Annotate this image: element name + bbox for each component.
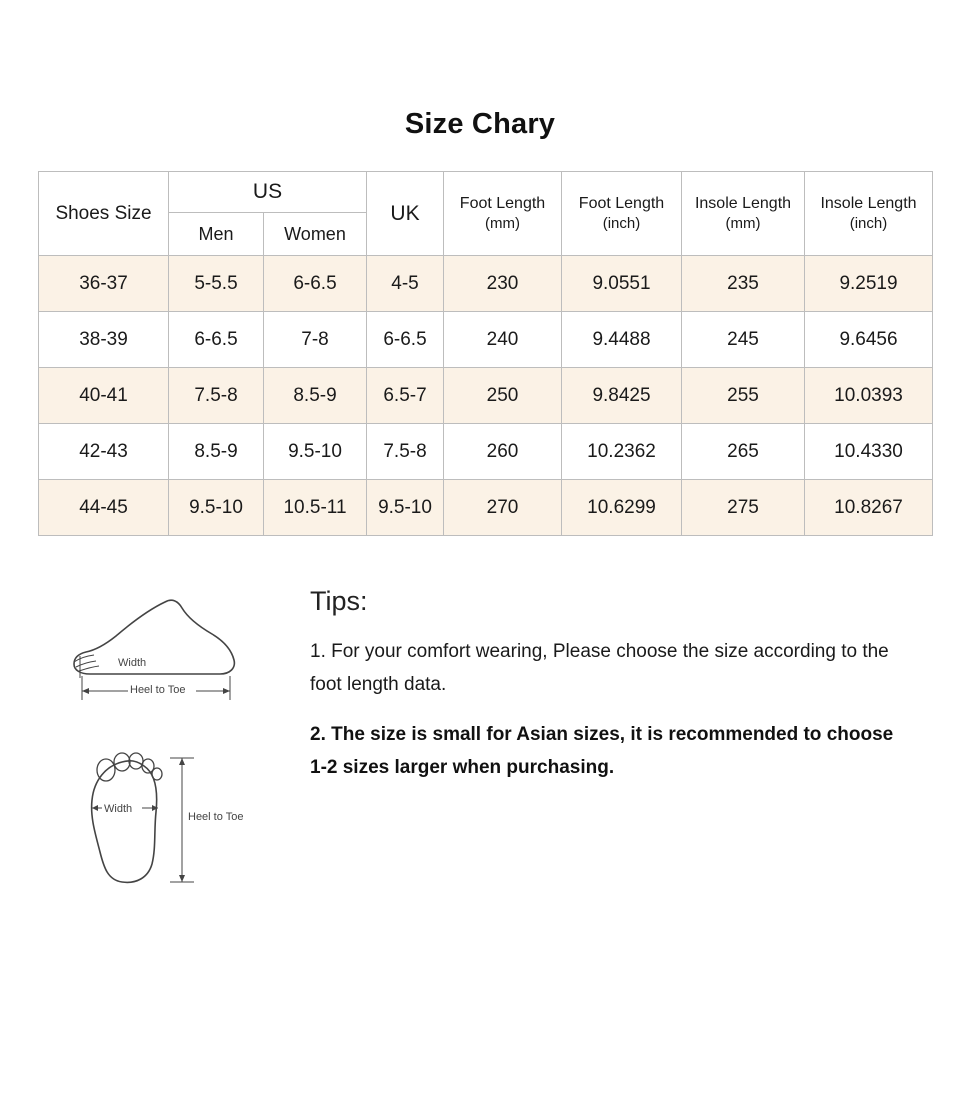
top-view-width-label: Width	[104, 803, 133, 815]
header-foot-length-inch	[562, 172, 682, 256]
bottom-section	[0, 586, 960, 896]
cell-foot-length-inch: 10.6299	[562, 480, 682, 536]
cell-insole-length-mm: 255	[682, 368, 805, 424]
tips-section	[300, 586, 960, 784]
foot-side-view-figure	[70, 596, 300, 716]
cell-foot-length-mm: 230	[444, 256, 562, 312]
header-us-men: Men	[169, 213, 264, 256]
cell-foot-length-mm: 250	[444, 368, 562, 424]
cell-us-men: 9.5-10	[169, 480, 264, 536]
cell-insole-length-mm: 245	[682, 312, 805, 368]
cell-insole-length-mm: 235	[682, 256, 805, 312]
cell-uk: 7.5-8	[367, 424, 444, 480]
table-row	[39, 256, 933, 312]
cell-us-women: 9.5-10	[264, 424, 367, 480]
tip-item-1: 1. For your comfort wearing, Please choose the size according to the foot length data.	[310, 641, 889, 696]
cell-insole-length-mm: 265	[682, 424, 805, 480]
cell-shoes-size: 44-45	[39, 480, 169, 536]
cell-insole-length-inch: 9.6456	[805, 312, 933, 368]
header-insole-length-inch-line2: (inch)	[849, 215, 888, 233]
header-shoes-size: Shoes Size	[39, 172, 169, 256]
cell-shoes-size: 42-43	[39, 424, 169, 480]
table-header-row-1	[39, 172, 933, 213]
header-us: US	[169, 172, 367, 213]
table-row	[39, 368, 933, 424]
cell-foot-length-mm: 240	[444, 312, 562, 368]
top-view-heel-to-toe-label: Heel to Toe	[188, 811, 244, 823]
cell-foot-length-inch: 9.8425	[562, 368, 682, 424]
cell-shoes-size: 36-37	[39, 256, 169, 312]
cell-insole-length-inch: 10.4330	[805, 424, 933, 480]
cell-foot-length-mm: 260	[444, 424, 562, 480]
header-foot-length-inch-line2: (inch)	[602, 215, 641, 233]
size-table-container	[38, 171, 922, 536]
header-foot-length-mm-line2: (mm)	[485, 215, 520, 233]
foot-side-view-icon	[70, 596, 280, 711]
cell-us-women: 6-6.5	[264, 256, 367, 312]
cell-us-women: 7-8	[264, 312, 367, 368]
header-us-women: Women	[264, 213, 367, 256]
header-insole-length-inch-line1: Insole Length	[820, 194, 917, 212]
table-row	[39, 312, 933, 368]
cell-shoes-size: 40-41	[39, 368, 169, 424]
cell-us-men: 6-6.5	[169, 312, 264, 368]
cell-foot-length-inch: 9.0551	[562, 256, 682, 312]
cell-insole-length-inch: 10.8267	[805, 480, 933, 536]
table-head	[39, 172, 933, 256]
cell-uk: 6-6.5	[367, 312, 444, 368]
header-insole-length-mm	[682, 172, 805, 256]
table-row	[39, 424, 933, 480]
header-insole-length-mm-line2: (mm)	[725, 215, 761, 233]
foot-measurement-figures	[0, 586, 300, 896]
cell-us-women: 8.5-9	[264, 368, 367, 424]
side-view-heel-to-toe-label: Heel to Toe	[130, 684, 186, 696]
tips-heading: Tips:	[310, 586, 368, 616]
cell-foot-length-inch: 10.2362	[562, 424, 682, 480]
foot-top-view-figure	[70, 746, 300, 896]
size-chart-page	[0, 108, 960, 1093]
cell-us-women: 10.5-11	[264, 480, 367, 536]
header-insole-length-mm-line1: Insole Length	[694, 194, 792, 212]
tip-item-2: 2. The size is small for Asian sizes, it is recommended to choose 1-2 sizes larger when purchasing.	[310, 723, 894, 778]
cell-insole-length-inch: 10.0393	[805, 368, 933, 424]
cell-uk: 6.5-7	[367, 368, 444, 424]
cell-us-men: 5-5.5	[169, 256, 264, 312]
side-view-width-label: Width	[118, 657, 147, 669]
cell-us-men: 7.5-8	[169, 368, 264, 424]
cell-insole-length-mm: 275	[682, 480, 805, 536]
foot-top-view-icon	[70, 746, 280, 891]
cell-uk: 4-5	[367, 256, 444, 312]
table-row	[39, 480, 933, 536]
cell-foot-length-mm: 270	[444, 480, 562, 536]
header-foot-length-mm	[444, 172, 562, 256]
cell-uk: 9.5-10	[367, 480, 444, 536]
cell-foot-length-inch: 9.4488	[562, 312, 682, 368]
page-title: Size Chary	[404, 108, 556, 140]
cell-insole-length-inch: 9.2519	[805, 256, 933, 312]
cell-shoes-size: 38-39	[39, 312, 169, 368]
header-foot-length-inch-line1: Foot Length	[578, 194, 665, 212]
header-uk: UK	[367, 172, 444, 256]
size-table	[38, 171, 933, 536]
table-body	[39, 256, 933, 536]
header-foot-length-mm-line1: Foot Length	[459, 194, 546, 212]
cell-us-men: 8.5-9	[169, 424, 264, 480]
header-insole-length-inch	[805, 172, 933, 256]
